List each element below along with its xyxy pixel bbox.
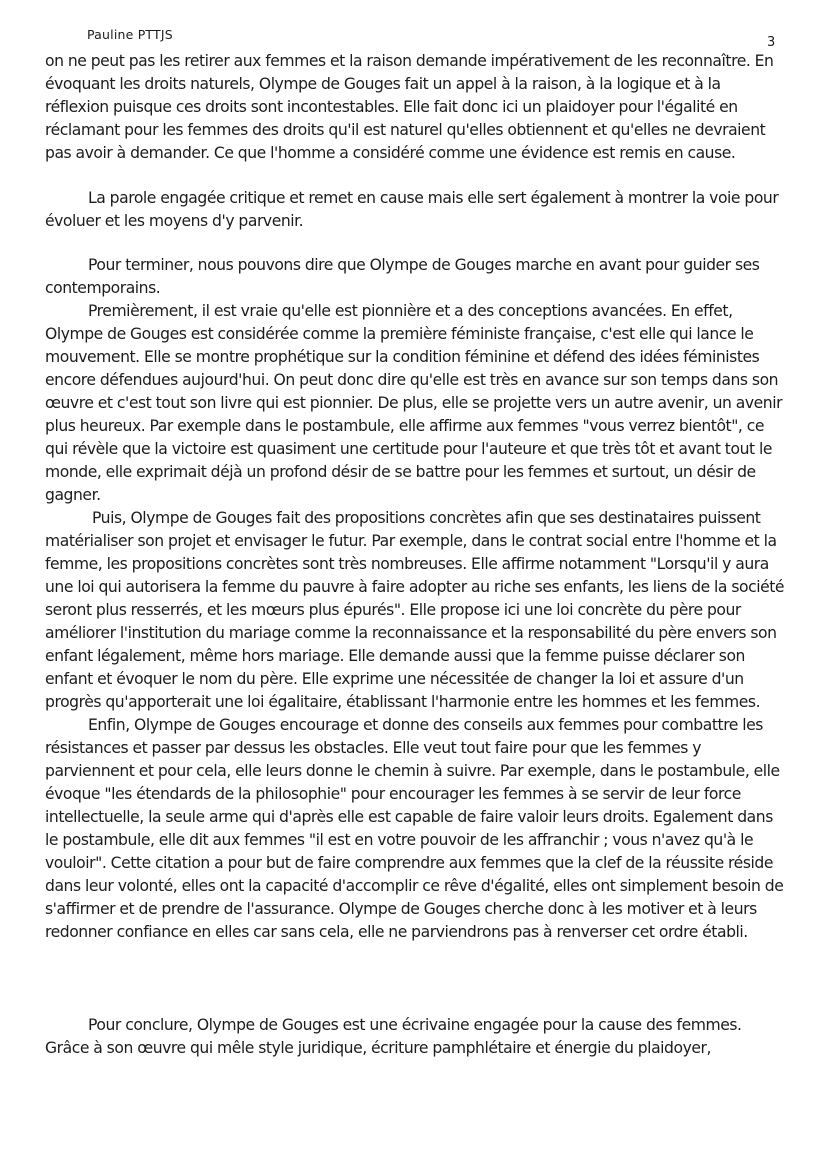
paragraph-part-intro: Pour terminer, nous pouvons dire que Olympe de Gouges marche en avant pour guider ses contemporains.: [45, 256, 760, 297]
page-number: 3: [767, 35, 776, 50]
paragraph-conclusion: Pour conclure, Olympe de Gouges est une écrivaine engagée pour la cause des femmes. Grâce à son œuvre qui mêle style juridique, écriture pamphlétaire et énergie du plaidoyer,: [45, 1016, 742, 1057]
body-text: [45, 50, 785, 1060]
paragraph-transition: La parole engagée critique et remet en cause mais elle sert également à montrer la voie pour évoluer et les moyens d'y parvenir.: [45, 189, 779, 230]
paragraph-puis: Puis, Olympe de Gouges fait des propositions concrètes afin que ses destinataires puissent matérialiser son projet et envisager le futur. Par exemple, dans le contrat social entre l'homme et la femme, les propositions concrètes sont très nombreuses. Elle affirme notamment "Lorsqu'il y aura une loi qui autorisera la femme du pauvre à faire adopter au riche ses enfants, les liens de la société seront plus resserrés, et les mœurs plus épurés". Elle propose ici une loi concrète du père pour améliorer l'institution du mariage comme la reconnaissance et la responsabilité du père envers son enfant légalement, même hors mariage. Elle demande aussi que la femme puisse déclarer son enfant et évoquer le nom du père. Elle exprime une nécessitée de changer la loi et assure d'un progrès qu'apporterait une loi égalitaire, établissant l'harmonie entre les hommes et les femmes.: [45, 509, 785, 711]
header-author: Pauline PTTJS: [87, 27, 173, 42]
paragraph-enfin: Enfin, Olympe de Gouges encourage et donne des conseils aux femmes pour combattre les résistances et passer par dessus les obstacles. Elle veut tout faire pour que les femmes y parviennent et pour cela, elle leurs donne le chemin à suivre. Par exemple, dans le postambule, elle évoque "les étendards de la philosophie" pour encourager les femmes à se servir de leur force intellectuelle, la seule arme qui d'après elle est capable de faire valoir leurs droits. Egalement dans le postambule, elle dit aux femmes "il est en votre pouvoir de les affranchir ; vous n'avez qu'à le vouloir". Cette citation a pour but de faire comprendre aux femmes que la clef de la réussite réside dans leur volonté, elles ont la capacité d'accomplir ce rêve d'égalité, elles ont simplement besoin de s'affirmer et de prendre de l'assurance. Olympe de Gouges cherche donc à les motiver et à leurs redonner confiance en elles car sans cela, elle ne parviendrons pas à renverser cet ordre établi.: [45, 716, 784, 941]
paragraph-premierement: Premièrement, il est vraie qu'elle est pionnière et a des conceptions avancées. En effet, Olympe de Gouges est considérée comme la première féministe française, c'est elle qui lance le mouvement. Elle se montre prophétique sur la condition féminine et défend des idées féministes encore défendues aujourd'hui. On peut donc dire qu'elle est très en avance sur son temps dans son œuvre et c'est tout son livre qui est pionnier. De plus, elle se projette vers un autre avenir, un avenir plus heureux. Par exemple dans le postambule, elle affirme aux femmes "vous verrez bientôt", ce qui révèle que la victoire est quasiment une certitude pour l'auteure et que très tôt et avant tout le monde, elle exprimait déjà un profond désir de se battre pour les femmes et surtout, un désir de gagner.: [45, 302, 783, 504]
paragraph-continuation: on ne peut pas les retirer aux femmes et la raison demande impérativement de les reconnaître. En évoquant les droits naturels, Olympe de Gouges fait un appel à la raison, à la logique et à la réflexion puisque ces droits sont incontestables. Elle fait donc ici un plaidoyer pour l'égalité en réclamant pour les femmes des droits qu'il est naturel qu'elles obtiennent et qu'elles ne devraient pas avoir à demander. Ce que l'homme a considéré comme une évidence est remis en cause.: [45, 52, 774, 162]
